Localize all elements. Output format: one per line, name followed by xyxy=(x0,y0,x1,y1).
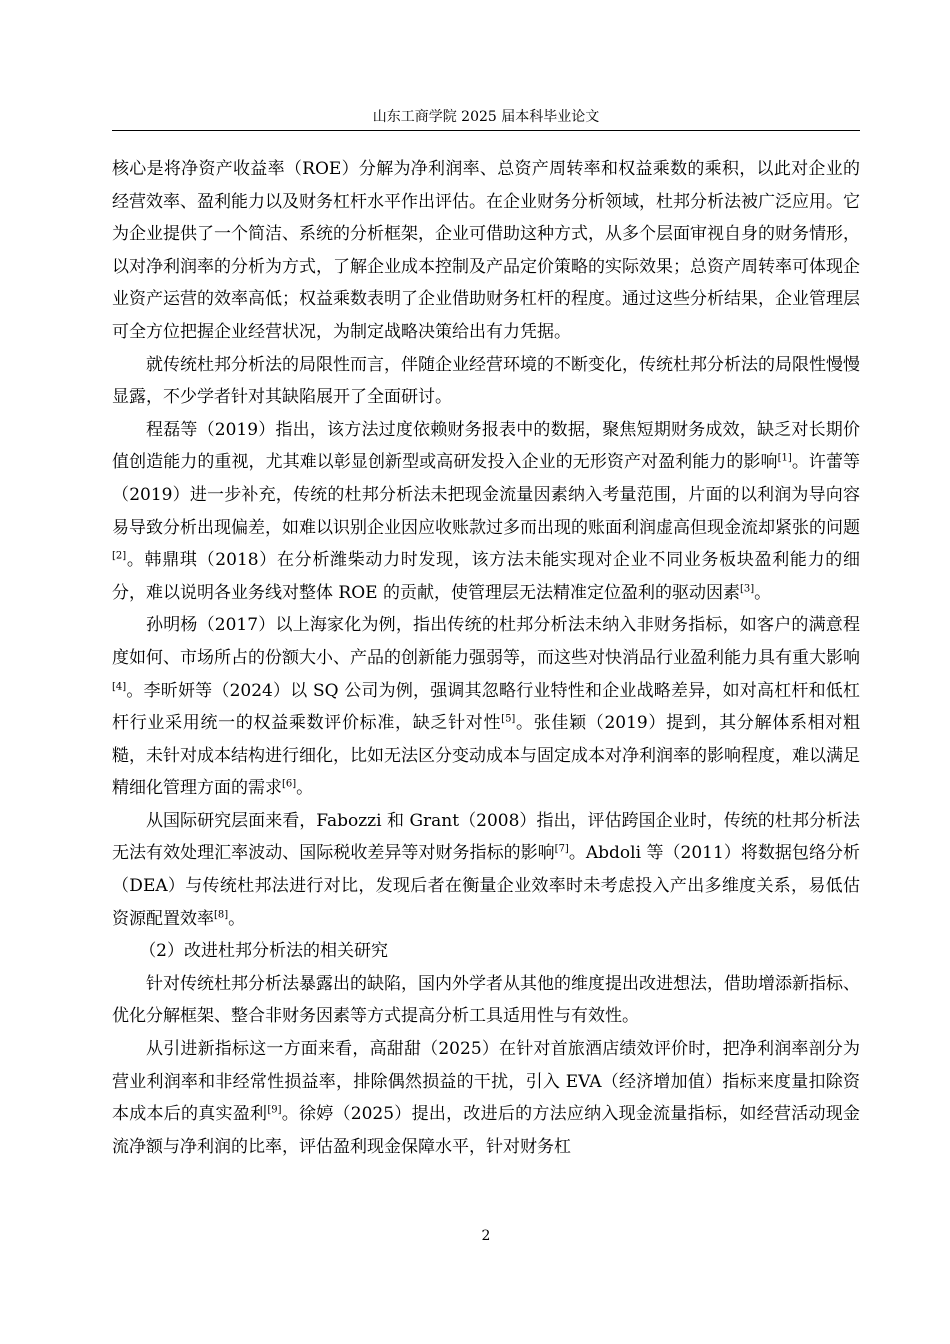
sentence: 。许蕾等（2019）进一步补充，传统的杜邦分析法未把现金流量因素纳入考量范围，片面的以利润为导向容易导致分析出现偏差，如难以识别企业因应收账款过多而出现的账面利润虚高但现金流却紧张的问题 xyxy=(112,452,861,538)
paragraph-improvement-intro: 针对传统杜邦分析法暴露出的缺陷，国内外学者从其他的维度提出改进想法，借助增添新指标、优化分解框架、整合非财务因素等方式提高分析工具适用性与有效性。 xyxy=(112,973,860,1027)
paragraph-dupont-overview: 核心是将净资产收益率（ROE）分解为净利润率、总资产周转率和权益乘数的乘积，以此对企业的经营效率、盈利能力以及财务杠杆水平作出评估。在企业财务分析领域，杜邦分析法被广泛应用。它为企业提供了一个简洁、系统的分析框架，企业可借助这种方式，从多个层面审视自身的财务情形，以对净利润率的分析为方式，了解企业成本控制及产品定价策略的实际效果；总资产周转率可体现企业资产运营的效率高低；权益乘数表明了企业借助财务杠杆的程度。通过这些分析结果，企业管理层可全方位把握企业经营状况，为制定战略决策给出有力凭据。 xyxy=(112,159,860,342)
citation-ref: [6] xyxy=(282,778,297,790)
sentence: 。徐婷（2025）提出，改进后的方法应纳入现金流量指标，如经营活动现金流净额与净利润的比率，评估盈利现金保障水平，针对财务杠 xyxy=(112,1104,861,1157)
citation-ref: [7] xyxy=(554,843,569,855)
sentence: 。李昕妍等（2024）以 SQ 公司为例，强调其忽略行业特性和企业战略差异，如对高杠杆和低杠杆行业采用统一的权益乘数评价标准，缺乏针对性 xyxy=(112,680,860,734)
sentence: 。 xyxy=(754,582,772,603)
citation-ref: [3] xyxy=(739,583,755,595)
sentence: 。韩鼎琪（2018）在分析潍柴动力时发现，该方法未能实现对企业不同业务板块盈利能力的细分，难以说明各业务线对整体 ROE 的贡献，使管理层无法精准定位盈利的驱动因素 xyxy=(112,550,860,603)
sentence: 。 xyxy=(228,908,246,929)
sentence: 。 xyxy=(296,778,314,799)
sentence: 。Abdoli 等（2011）将数据包络分析（DEA）与传统杜邦法进行对比，发现后者在衡量企业效率时未考虑投入产出多维度关系，易低估资源配置效率 xyxy=(112,843,860,929)
citation-ref: [8] xyxy=(214,909,229,920)
sentence: 。张佳颖（2019）提到，其分解体系相对粗糙，未针对成本结构进行细化，比如无法区分变动成本与固定成本对净利润率的影响程度，难以满足精细化管理方面的需求 xyxy=(112,713,861,799)
paragraph-new-indicators xyxy=(112,1033,860,1163)
citation-ref: [9] xyxy=(267,1104,282,1116)
sentence: 从国际研究层面来看，Fabozzi 和 Grant（2008）指出，评估跨国企业时，传统的杜邦分析法无法有效处理汇率波动、国际税收差异等对财务指标的影响 xyxy=(112,810,860,864)
paragraph-limitations-intro: 就传统杜邦分析法的局限性而言，伴随企业经营环境的不断变化，传统杜邦分析法的局限性慢慢显露，不少学者针对其缺陷展开了全面研讨。 xyxy=(112,354,860,408)
citation-ref: [2] xyxy=(112,550,127,562)
body-text xyxy=(112,153,860,1163)
paragraph-domestic-critiques-2 xyxy=(112,609,860,805)
sentence: 孙明杨（2017）以上海家化为例，指出传统的杜邦分析法未纳入非财务指标，如客户的满意程度如何、市场所占的份额大小、产品的创新能力强弱等，而这些对快消品行业盈利能力具有重大影响 xyxy=(112,615,860,668)
header-rule xyxy=(112,130,860,131)
sentence: 程磊等（2019）指出，该方法过度依赖财务报表中的数据，聚焦短期财务成效，缺乏对长期价值创造能力的重视，尤其难以彰显创新型或高研发投入企业的无形资产对盈利能力的影响 xyxy=(112,419,860,473)
running-header: 山东工商学院 2025 届本科毕业论文 xyxy=(372,109,600,125)
citation-ref: [4] xyxy=(112,680,127,692)
citation-ref: [1] xyxy=(777,452,792,464)
citation-ref: [5] xyxy=(501,713,516,725)
page-number: 2 xyxy=(481,1228,491,1244)
sentence: 从引进新指标这一方面来看，高甜甜（2025）在针对首旅酒店绩效评价时，把净利润率剖分为营业利润率和非经常性损益率，排除偶然损益的干扰，引入 EVA（经济增加值）指标来度量扣除资本成本后的真实盈利 xyxy=(112,1039,860,1125)
paragraph-domestic-critiques-1 xyxy=(112,414,860,610)
section-heading-improved-dupont: （2）改进杜邦分析法的相关研究 xyxy=(139,941,389,962)
paragraph-international-critiques xyxy=(112,805,860,935)
